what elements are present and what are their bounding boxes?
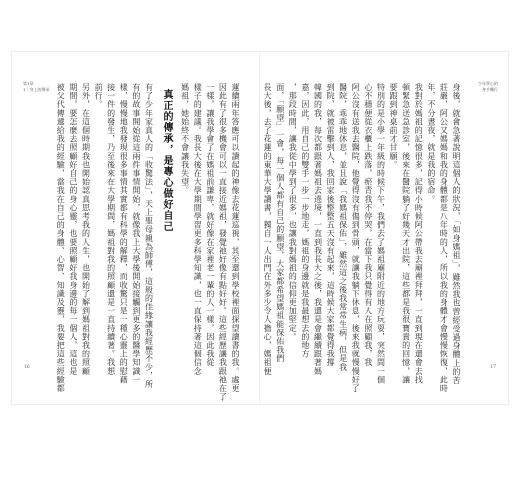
book-title: 少年學心的 bbox=[478, 81, 498, 86]
running-header-right bbox=[478, 81, 498, 93]
text-column: 要跟到神桌前才甘願。 bbox=[389, 83, 399, 169]
page-number-right: 17 bbox=[490, 365, 496, 370]
chapter-title: 1｜身上的傳承 bbox=[23, 87, 50, 92]
text-column: 接一件的發生，乃至後來在大學期間，媽祖對我的照顧還是一直持續著。我想 bbox=[106, 83, 116, 376]
text-column: 因此有了很多機會可以一直接近媽祖，發覺祂好像有點好好。這些經歷讓我跟祂在了 bbox=[218, 83, 228, 402]
right-page-body bbox=[263, 83, 461, 393]
text-column: 特別的是小學一年級的時候下午，我們去了媽祖廟附近的地方玩耍，突然間一個 bbox=[376, 83, 386, 384]
text-column: 期間，要怎麼去照顧好自己的身心靈，也要照顧好我身邊的每一個人，這也是 bbox=[68, 83, 78, 376]
text-column: 樣，慢慢地我發現很多事情其實都有科學的解釋，而收驚只是一種心靈上的慰藉 bbox=[119, 83, 129, 384]
text-column: 一樣，讓我學會了在媽祖前謙卑，就好像在家裡老一輩的人一樣，因此我從 bbox=[205, 83, 215, 367]
text-column: 面，「願望」一會，每一個人都有自己的願望，大家都希望媽祖能保佑我們 bbox=[275, 83, 285, 363]
text-column: 身後，就會急著說明這個人的狀況，「如身媽祖」，雖然我也曾經受過身體上的苦 bbox=[452, 83, 461, 385]
left-page bbox=[12, 52, 259, 404]
text-column: 到院，就被雷擊到人，我回家後整整五天沒有起來，這時候大家都覺得我撐 bbox=[326, 83, 336, 367]
text-column: 醫院，乖乖地休息，並且說「我媽祖保佑」，雖然這之後我常常生病，但是我 bbox=[338, 83, 348, 372]
text-column: 我對於媽祖的記憶很多，記得小時候阿公帶我去廟裡拜拜，一直到現在還會去找 bbox=[414, 83, 424, 384]
text-column: 心不穩便從衣櫃上跌落，瘀青我不停哭，在當下我只覺得有人在照顧我，我 bbox=[363, 83, 373, 367]
book-subtitle: 身手轉行 bbox=[482, 87, 498, 92]
text-column: 蓮續兩年答應可以讀起的神像去花蓮巡視，其至還到學校裡面探望讀書的我。處更 bbox=[231, 83, 240, 393]
text-column: 莊嚴，阿公又媽媽和我的身體都是八年時的人，所以我的身體才會慢慢恢復，此時 bbox=[439, 83, 449, 393]
text-column: 有了少年家真人的「收驚法」，天上聖母親為師傅，這般的佳緣讓我經歷不少，所 bbox=[144, 83, 154, 389]
left-page-body bbox=[56, 83, 240, 402]
right-page bbox=[260, 52, 508, 404]
text-column: 長大後，去了花蓮的東華大學讀書，獨自一人出門在外多少令人擔心，媽祖便 bbox=[263, 83, 273, 376]
text-column: 嘉，因此，用自己的雙手一步一步地走，媽祖的身邊就是我最想去的地方 bbox=[300, 83, 310, 359]
text-column: 韓國的我，每次都跟著媽祖去遶境，一直到我長大之後，我還是會繼續跟著媽 bbox=[313, 83, 323, 376]
section-heading: 真正的傳承，是專心做好自己 bbox=[161, 89, 173, 232]
text-column: 頓緊急送急診室，後來在醫院躺了好幾天才出院，這些都是我很寶貴的回憶，讓 bbox=[401, 83, 411, 384]
text-column: ，那段時間，讓我從中學到了很多，也讓我對媽祖的信仰更加堅定。 bbox=[288, 83, 298, 341]
page-number-left: 16 bbox=[24, 365, 30, 370]
text-column: 阿公沒有送我去醫院，他覺得沒有傷到骨頭，就讓我躺下休息，後來我就慢慢好了 bbox=[351, 83, 361, 393]
text-column: 前行。 bbox=[94, 83, 104, 109]
text-column: 另外，在這個時期我也開始認真思考我的人生，也開始了解到媽祖對我的照顧 bbox=[81, 83, 91, 376]
chapter-label: 第1章 bbox=[23, 81, 34, 86]
text-column: 有的故事開始從這兩件事情開始，就像我上大學後開始接觸到更多的醫學知識一 bbox=[131, 83, 141, 384]
running-header-left bbox=[23, 81, 50, 93]
text-column: 樣子的建議。我長大後在大學期間學習更多科學知識，也一直保持著這個信念 bbox=[193, 83, 203, 376]
text-column: 年，不分晝夜，就是我的宿命。 bbox=[426, 83, 436, 204]
text-column: 媽祖，她始終不會讓我失望。 bbox=[180, 83, 190, 195]
text-column: 被父代傳遞給我的經驗，當我在自己的身體、心智、知識及靈，我要把這些經驗都 bbox=[56, 83, 66, 393]
